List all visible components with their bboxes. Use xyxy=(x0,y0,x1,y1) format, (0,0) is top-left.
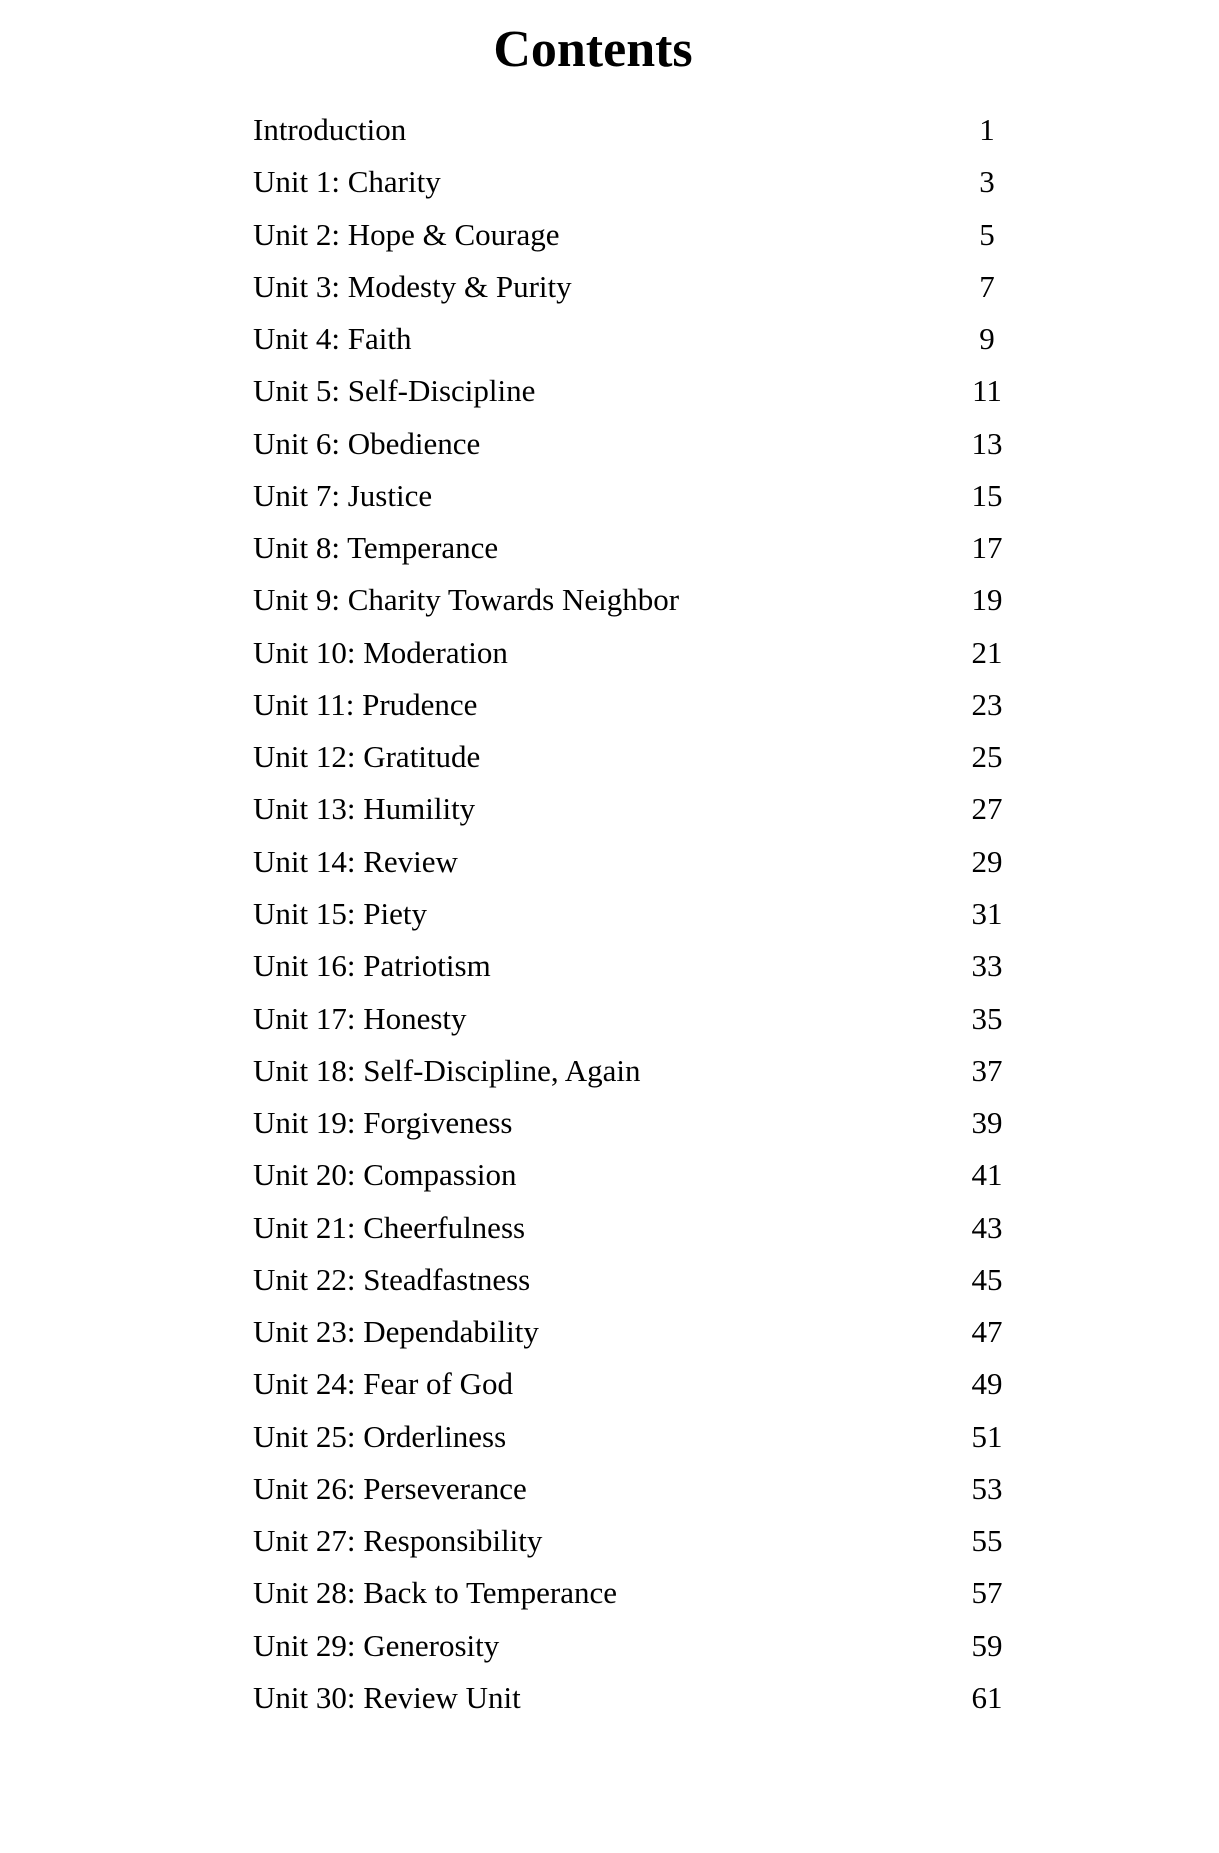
toc-entry xyxy=(253,528,1053,580)
toc-entry xyxy=(253,737,1053,789)
toc-entry xyxy=(253,894,1053,946)
toc-entry-title: Unit 17: Honesty xyxy=(253,1000,467,1036)
toc-entry-title: Unit 27: Responsibility xyxy=(253,1523,543,1559)
toc-entry xyxy=(253,1521,1053,1573)
toc-entry-page-number: 37 xyxy=(971,1052,1003,1088)
toc-entry-title: Unit 11: Prudence xyxy=(253,686,478,722)
toc-entry-page-number: 3 xyxy=(979,164,995,200)
toc-entry-page-number: 1 xyxy=(979,112,995,147)
toc-entry xyxy=(253,1103,1053,1155)
toc-entry-title: Unit 26: Perseverance xyxy=(253,1470,527,1506)
toc-entry-title: Unit 13: Humility xyxy=(253,791,476,827)
toc-entry-page-number: 7 xyxy=(979,268,995,304)
toc-entry xyxy=(253,1260,1053,1312)
toc-entry xyxy=(253,999,1053,1051)
toc-entry-title: Unit 15: Piety xyxy=(253,895,427,931)
toc-entry xyxy=(253,1678,1053,1730)
toc-entry xyxy=(253,371,1053,423)
toc-entry-page-number: 61 xyxy=(971,1679,1003,1715)
table-of-contents xyxy=(253,110,1053,1730)
toc-entry xyxy=(253,789,1053,841)
toc-entry-page-number: 15 xyxy=(971,477,1003,513)
toc-entry-title: Unit 3: Modesty & Purity xyxy=(253,268,572,304)
toc-entry-title: Unit 30: Review Unit xyxy=(253,1679,521,1715)
toc-entry-title: Unit 28: Back to Temperance xyxy=(253,1575,617,1611)
toc-entry-page-number: 55 xyxy=(971,1523,1003,1559)
toc-entry-page-number: 59 xyxy=(971,1627,1003,1663)
toc-entry-title: Unit 25: Orderliness xyxy=(253,1418,507,1454)
toc-entry-page-number: 11 xyxy=(972,373,1002,409)
toc-entry-page-number: 47 xyxy=(971,1314,1003,1350)
toc-entry-page-number: 51 xyxy=(971,1418,1003,1454)
toc-entry-page-number: 25 xyxy=(971,739,1003,775)
toc-entry-title: Unit 16: Patriotism xyxy=(253,948,491,984)
toc-entry-title: Unit 9: Charity Towards Neighbor xyxy=(253,582,680,618)
toc-entry xyxy=(253,1312,1053,1364)
toc-entry-title: Unit 1: Charity xyxy=(253,164,441,200)
toc-entry xyxy=(253,1626,1053,1678)
toc-entry-page-number: 35 xyxy=(971,1000,1003,1036)
toc-entry-title: Unit 24: Fear of God xyxy=(253,1366,514,1402)
toc-entry-page-number: 33 xyxy=(971,948,1003,984)
toc-entry-title: Unit 10: Moderation xyxy=(253,634,508,670)
toc-entry-page-number: 49 xyxy=(971,1366,1003,1402)
toc-entry xyxy=(253,685,1053,737)
toc-entry-title: Unit 23: Dependability xyxy=(253,1314,539,1350)
toc-entry xyxy=(253,1051,1053,1103)
toc-entry-page-number: 13 xyxy=(971,425,1003,461)
toc-entry-page-number: 5 xyxy=(979,216,995,252)
toc-entry-page-number: 57 xyxy=(971,1575,1003,1611)
toc-entry-title: Unit 2: Hope & Courage xyxy=(253,216,560,252)
toc-entry xyxy=(253,1364,1053,1416)
toc-entry xyxy=(253,1469,1053,1521)
toc-entry xyxy=(253,424,1053,476)
toc-entry-page-number: 43 xyxy=(971,1209,1003,1245)
toc-entry-title: Unit 8: Temperance xyxy=(253,530,499,566)
toc-entry-title: Unit 18: Self-Discipline, Again xyxy=(253,1052,641,1088)
toc-entry xyxy=(253,110,1053,162)
toc-entry xyxy=(253,1417,1053,1469)
page-title: Contents xyxy=(493,21,693,78)
toc-entry-title: Unit 14: Review xyxy=(253,843,458,879)
toc-entry-title: Unit 6: Obedience xyxy=(253,425,481,461)
toc-entry-page-number: 29 xyxy=(971,843,1003,879)
toc-entry xyxy=(253,633,1053,685)
toc-entry-page-number: 31 xyxy=(971,895,1003,931)
toc-entry-title: Unit 20: Compassion xyxy=(253,1157,517,1193)
toc-entry xyxy=(253,1573,1053,1625)
toc-entry xyxy=(253,319,1053,371)
toc-entry xyxy=(253,162,1053,214)
toc-entry-title: Unit 21: Cheerfulness xyxy=(253,1209,526,1245)
toc-entry xyxy=(253,215,1053,267)
toc-entry-title: Unit 12: Gratitude xyxy=(253,739,481,775)
toc-entry-title: Unit 5: Self-Discipline xyxy=(253,373,536,409)
toc-entry xyxy=(253,842,1053,894)
toc-entry xyxy=(253,946,1053,998)
toc-entry-page-number: 39 xyxy=(971,1105,1003,1141)
toc-entry-page-number: 21 xyxy=(971,634,1003,670)
toc-entry xyxy=(253,1208,1053,1260)
toc-entry-title: Unit 7: Justice xyxy=(253,477,433,513)
toc-entry-title: Unit 29: Generosity xyxy=(253,1627,500,1663)
toc-entry-page-number: 23 xyxy=(971,686,1003,722)
toc-entry-title: Introduction xyxy=(253,112,407,147)
toc-entry-title: Unit 19: Forgiveness xyxy=(253,1105,513,1141)
toc-entry-page-number: 17 xyxy=(971,530,1003,566)
toc-entry-page-number: 53 xyxy=(971,1470,1003,1506)
toc-entry-page-number: 45 xyxy=(971,1261,1003,1297)
toc-entry xyxy=(253,1155,1053,1207)
toc-entry-title: Unit 22: Steadfastness xyxy=(253,1261,531,1297)
toc-entry-page-number: 9 xyxy=(979,321,995,357)
toc-entry xyxy=(253,267,1053,319)
toc-entry-page-number: 41 xyxy=(971,1157,1003,1193)
toc-entry xyxy=(253,476,1053,528)
toc-entry-page-number: 27 xyxy=(971,791,1003,827)
toc-entry-page-number: 19 xyxy=(971,582,1003,618)
toc-entry xyxy=(253,580,1053,632)
toc-entry-title: Unit 4: Faith xyxy=(253,321,412,357)
